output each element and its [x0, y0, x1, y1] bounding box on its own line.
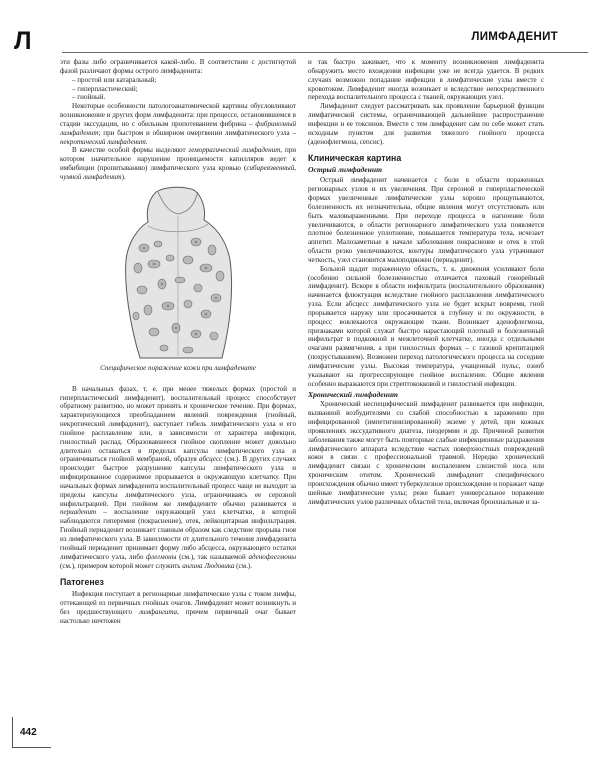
- paragraph: Некоторые особенности патологоанатомической картины обусловливают возникновение и других форм лимфаденита: при процессе, остановившемся в стадии экссудации, но с обильным пропотеванием фибрина – фибринозный лимфаденит; при быстром и обширном омертвении лимфатического узла – некротический лимфаденит.: [60, 102, 296, 146]
- term-anthrax-plague: сибиреязвенный, чумной лимфаденит: [60, 164, 296, 181]
- page-number: 442: [20, 727, 37, 738]
- list-item: – гнойный.: [72, 93, 106, 102]
- term-fibrinous: фибринозный лимфаденит: [60, 119, 296, 137]
- paragraph: Лимфаденит следует рассматривать как проявление барьерной функции лимфатической системы, ограничивающей дальнейшее распространение инфекции и ее токсинов. Вместе с тем лимфаденит сам по себе может стать исходным пунктом для развития тяжелого гнойного процесса (аденофлегмона, сепсис).: [308, 102, 544, 146]
- heading-pathogenesis: Патогенез: [60, 577, 104, 588]
- term-periadenitis: периаденит: [60, 508, 97, 517]
- skin-lesion-illustration: [118, 186, 238, 362]
- left-column: [60, 58, 296, 626]
- term-ludwig-angina: ангина Людовика: [182, 561, 235, 570]
- paragraph: Хронический неспецифический лимфаденит развивается при инфекции, вызванной возбудителями со слабой способностью к заражению при инфицированной (импетигинизированной) экземе у детей, при кожных проявлениях экссудативного диатеза, пиодермии и др. Причиной развития заболевания также могут быть повторные слабые инфекционные раздражения лимфатического аппарата вследствие частых поверхностных повреждений кожи в связи с профессиональной травмой. Нередко хронический лимфаденит связан с хроническим воспалением слизистой носа или хроническим отитом. Хронический лимфаденит специфического происхождения обычно имеет туберкулезное происхождение и поражает чаще шейные лимфатические узлы; реже бывает универсальное поражение лимфатических узлов различных областей тела, включая бронхиальные и за-: [308, 400, 544, 506]
- list-item: – простой или катаральный;: [72, 75, 157, 84]
- list-item: – гиперпластический;: [72, 84, 138, 93]
- term-adenophlegmon: аденофлегмоны: [248, 552, 297, 561]
- paragraph: Инфекция поступает в регионарные лимфатические узлы с током лимфы, оттекающей из первичных гнойных очагов. Лимфаденит может возникнуть и без предшествующего лимфангита, причем первичный очаг бывает настолько ничтожен: [60, 590, 296, 625]
- right-column: [308, 58, 544, 507]
- figure-caption: Специфическое поражение кожи при лимфадените: [100, 363, 256, 372]
- term-abscess: абсцесс: [198, 455, 223, 464]
- subheading-acute: Острый лимфаденит: [308, 165, 382, 175]
- paragraph: Острый лимфаденит начинается с боли в области пораженных регионарных узлов и их увеличения. При серозной и гиперпластической формах увеличенные лимфатические узлы хорошо прощупываются, болезненность их незначительна, общие явления могут отсутствовать или быть маловыраженными. При переходе процесса в нагноение боли увеличиваются, в области регионарного лимфатического узла появляется плотное болезненное уплотнение, повышается температура тела, исчезает аппетит. Малозаметные в начале заболевания покраснение и отек в этой области резко увеличиваются, контуры лимфатического узла утрачивают четкость, узел становится малоподвижен (периаденит).: [308, 176, 544, 264]
- paragraph: В качестве особой формы выделяют геморрагический лимфаденит, при котором значительное нарушение проницаемости капилляров ведет к имбибиции (пропитыванию) лимфатического узла кровью (сибиреязвенный, чумной лимфаденит).: [60, 146, 297, 181]
- header-rule: [62, 52, 588, 53]
- section-letter: Л: [14, 27, 32, 55]
- running-head: ЛИМФАДЕНИТ: [471, 31, 558, 43]
- term-lymphangitis: лимфангита: [138, 608, 178, 617]
- term-hemorrhagic: геморрагический лимфаденит: [188, 146, 281, 155]
- term-phlegmon: флегмоны: [146, 552, 177, 561]
- paragraph: В начальных фазах, т. е. при менее тяжелых формах (простой и гиперпластический лимфаденит), воспалительный процесс способствует обратному развитию, но может принять и хроническое течение. При формах, характеризующихся преобладанием явлений повреждения (гнойный, некротический лимфаденит), наступает гибель лимфатического узла и его гнойное расплавление или, в зависимости от характера инфекции, гнилостный распад. Образовавшееся гнойное скопление может довольно длительно оставаться в пределах капсулы лимфатического узла и ограничиваться гнойной мембраной, образуя абсцесс (см.). В других случаях происходит быстрое разрушение капсулы лимфатического узла и инфицированное содержимое прорывается в окружающую клетчатку. При начальных формах лимфаденита воспалительный процесс чаще не выходит за пределы капсулы лимфатического узла, ограничиваясь ее серозной инфильтрацией. При гнойном же лимфадените обычно развивается и периаденит – воспаление окружающей узел клетчатки, в которой наблюдаются гиперемия (покраснение), отек, лейкоцитарная инфильтрация. Гнойный периаденит возникает главным образом как следствие прорыва гноя из лимфатического узла. В зависимости от длительного течения лимфаденита гнойный периаденит принимает форму либо абсцесса, окружающего остатки лимфатического узла, либо флегмоны (см.), так называемой аденофлегмоны (см.), примером которой может служить ангина Людовика (см.).: [60, 384, 297, 570]
- paragraph: Больной щадит пораженную область, т. к. движения усиливают боли (особенно сильной болезненностью отличается паховый гонорейный лимфаденит). Вскоре в области инфильтрата (воспалительного образования) начинается флюктуация вследствие гнойного расплавления лимфатического узла. Если абсцесс лимфатического узла не будет вскрыт вовремя, гной прорывается наружу или просачивается в глубину и по окружности, в процесс вовлекаются окружающие ткани. Возникает аденофлегмона, признаками которой служат быстро нарастающий плотный и болезненный инфильтрат в подкожной и межлеточной клетчатке, иногда с отдельными очагами размягчения, а при гнилостных формах – с газовой крепитацией (похрустыванием). Возможен переход патологического процесса на соседние лимфатические узлы. Высокая температура, учащенный пульс, озноб указывают на прогрессирующее гнойное воспаление. Общие явления особенно выражаются при стрептококковой и гнилостной инфекции.: [308, 264, 544, 388]
- term-necrotic: некротический лимфаденит: [60, 137, 146, 146]
- heading-clinical-picture: Клиническая картина: [308, 153, 402, 164]
- figure-skin-lesion: [60, 186, 296, 362]
- paragraph: эти фазы либо ограничивается какой-либо. В соответствии с достигнутой фазой различают формы острого лимфаденита:: [60, 58, 296, 75]
- subheading-chronic: Хронический лимфаденит: [308, 389, 398, 399]
- paragraph: и так быстро заживает, что к моменту возникновения лимфаденита обнаружить место вхождения инфекции уже не всегда удается. В редких случаях возможно попадание инфекции в лимфатические узлы вместе с кровотоком. Лимфаденит иногда возникает и вследствие непосредственного перехода воспалительного процесса с тканей, окружающих узел.: [308, 58, 544, 102]
